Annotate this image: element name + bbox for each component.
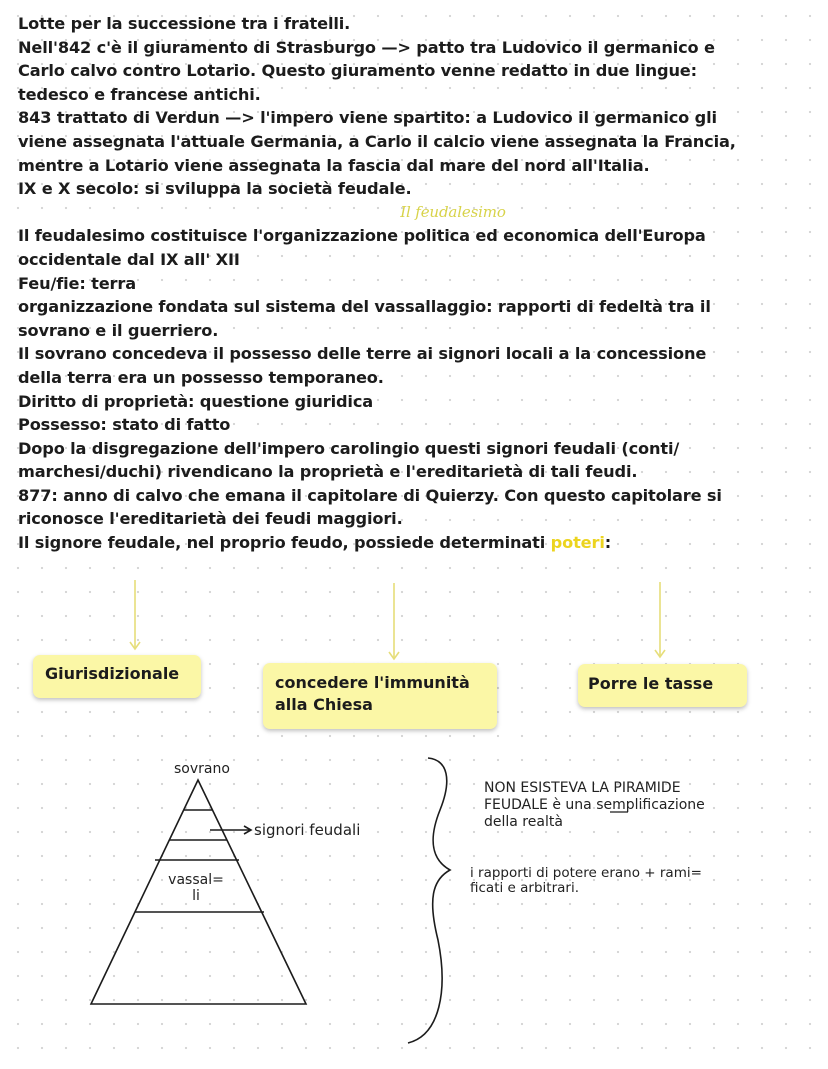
text-line: Possesso: stato di fatto [18, 415, 231, 435]
note-line: i rapporti di potere erano + rami= [470, 865, 702, 881]
text-line: IX e X secolo: si sviluppa la società feudale. [18, 179, 412, 199]
text-line: Dopo la disgregazione dell'impero carolingio questi signori feudali (conti/ [18, 438, 680, 458]
text-line: Feu/fie: terra [18, 273, 137, 293]
power-box-jurisdiction [33, 655, 201, 698]
text-line: Il feudalesimo costituisce l'organizzazione politica ed economica dell'Europa [18, 226, 706, 246]
pyramid-top-label: sovrano [174, 761, 230, 777]
note-line: della realtà [484, 814, 563, 830]
section-heading: Il feudalesimo [400, 202, 506, 221]
note-line: ficati e arbitrari. [470, 880, 579, 896]
power-label: Porre le tasse [588, 674, 714, 693]
text-line: viene assegnata l'attuale Germania, a Carlo il calcio viene assegnata la Francia, [18, 131, 736, 151]
power-box-immunity [263, 663, 497, 729]
powers-highlight: poteri [550, 533, 605, 553]
powers-line-suffix: : [604, 533, 612, 553]
pyramid-middle-label: signori feudali [254, 821, 361, 839]
arrows [130, 580, 665, 659]
vassal-line: li [192, 888, 200, 904]
power-label: Giurisdizionale [45, 664, 180, 683]
text-line: 877: anno di calvo che emana il capitolare di Quierzy. Con questo capitolare si [18, 485, 722, 505]
note-line [484, 797, 705, 814]
side-note-power [470, 866, 702, 896]
text-line: Nell'842 c'è il giuramento di Strasburgo —> patto tra Ludovico il germanico e [18, 37, 715, 57]
text-line: sovrano e il guerriero. [18, 320, 219, 340]
power-box-taxes [578, 664, 747, 707]
curly-brace-icon [408, 758, 450, 1043]
text-line: riconosce l'ereditarietà dei feudi maggiori. [18, 509, 403, 529]
text-line: Lotte per la successione tra i fratelli. [18, 14, 351, 33]
power-label: concedere l'immunità [275, 673, 470, 692]
side-note-pyramid [484, 780, 705, 831]
text-line: 843 trattato di Verdun —> l'impero viene spartito: a Ludovico il germanico gli [18, 108, 717, 128]
vassal-line: vassal= [168, 872, 224, 888]
note-fragment: è una semplificazione [552, 797, 705, 813]
text-line: Carlo calvo contro Lotario. Questo giuramento venne redatto in due lingue: [18, 61, 697, 81]
text-line: Diritto di proprietà: questione giuridica [18, 391, 374, 411]
text-line: organizzazione fondata sul sistema del vassallaggio: rapporti di fedeltà tra il [18, 297, 711, 317]
text-line: della terra era un possesso temporaneo. [18, 367, 384, 387]
text-line: occidentale dal IX all' XII [18, 249, 240, 269]
power-label: alla Chiesa [275, 695, 373, 714]
note-fragment: FEUDALE [484, 797, 548, 813]
pyramid-vassal-label [160, 872, 232, 904]
text-line: mentre a Lotario viene assegnata la fascia dal mare del nord all'Italia. [18, 155, 650, 175]
text-line: tedesco e francese antichi. [18, 84, 261, 104]
powers-line-prefix: Il signore feudale, nel proprio feudo, possiede determinati [18, 533, 551, 553]
text-line: Il sovrano concedeva il possesso delle terre ai signori locali a la concessione [18, 344, 707, 364]
note-line: NON ESISTEVA LA PIRAMIDE [484, 780, 681, 796]
text-line: marchesi/duchi) rivendicano la proprietà e l'ereditarietà di tali feudi. [18, 462, 638, 482]
